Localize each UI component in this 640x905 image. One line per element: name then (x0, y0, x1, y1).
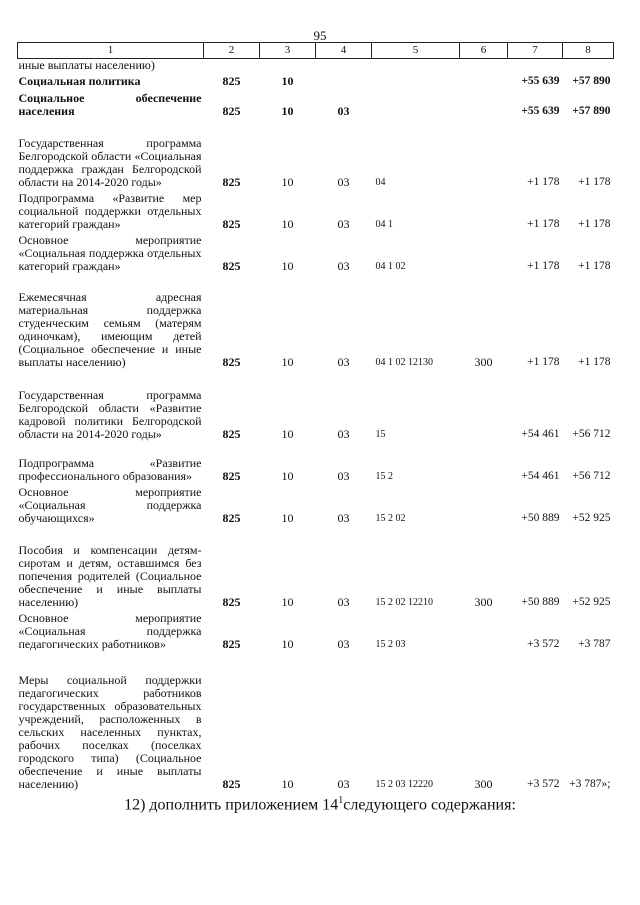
cell-grz: 825 (222, 104, 241, 118)
cell-pr: 03 (337, 427, 350, 441)
cell-vr (460, 118, 508, 189)
cell-s2: +1 178 (578, 356, 611, 368)
cell-grz: 825 (222, 355, 241, 369)
cell-pr: 03 (337, 637, 350, 651)
cell-vr (460, 441, 508, 483)
table-row (18, 72, 614, 88)
cell-s2: +3 787»; (569, 778, 611, 790)
column-header: 8 (563, 43, 614, 59)
cell-csr: 15 2 03 12220 (375, 779, 433, 790)
cell-csr: 04 (375, 177, 386, 188)
budget-table (17, 42, 614, 791)
cell-name: Государственная программа Белгородской области «Развитие кадровой политики Белгородской области на 2014-2020 годы» (18, 388, 202, 441)
cell-pr: 03 (337, 595, 350, 609)
column-header: 7 (508, 43, 563, 59)
cell-grz: 825 (222, 217, 241, 231)
cell-rz: 10 (281, 427, 294, 441)
cell-rz: 10 (281, 511, 294, 525)
table-row (18, 651, 614, 791)
cell-s1 (508, 59, 563, 73)
cell-s1: +54 461 (521, 470, 560, 482)
cell-name: Основное мероприятие «Социальная поддержка обучающихся» (18, 485, 202, 525)
cell-pr (316, 72, 372, 88)
cell-pr: 03 (337, 259, 350, 273)
cell-name: Подпрограмма «Развитие профессионального образования» (18, 456, 202, 483)
cell-grz: 825 (222, 637, 241, 651)
cell-vr (460, 231, 508, 273)
cell-s1: +1 178 (527, 218, 560, 230)
cell-vr (460, 483, 508, 525)
cell-name: Государственная программа Белгородской области «Социальная поддержка граждан Белгородской области на 2014-2020 годы» (18, 136, 202, 189)
footer-text-before: 12) дополнить приложением 14 (124, 796, 339, 814)
cell-s1: +3 572 (527, 638, 560, 650)
cell-name: Основное мероприятие «Социальная поддержка педагогических работников» (18, 611, 202, 651)
cell-s1: +1 178 (527, 260, 560, 272)
cell-csr (372, 72, 460, 88)
cell-pr: 03 (337, 175, 350, 189)
cell-rz: 10 (281, 637, 294, 651)
cell-vr (460, 59, 508, 73)
table-body (18, 59, 614, 792)
cell-pr: 03 (337, 104, 350, 118)
cell-s1: +54 461 (521, 428, 560, 440)
cell-vr (460, 609, 508, 651)
table-row (18, 483, 614, 525)
cell-s1: +3 572 (527, 778, 560, 790)
cell-name: Социальное обеспечение населения (18, 91, 202, 118)
cell-s2: +52 925 (572, 512, 611, 524)
cell-vr: 300 (474, 595, 493, 609)
column-header: 1 (18, 43, 204, 59)
cell-csr: 04 1 02 12130 (375, 357, 433, 368)
table-row (18, 609, 614, 651)
cell-s1: +55 639 (521, 105, 560, 117)
footer-text-after: следующего содержания: (343, 796, 516, 814)
column-header: 6 (460, 43, 508, 59)
cell-pr: 03 (337, 777, 350, 791)
cell-csr (372, 88, 460, 118)
table-header-row (18, 43, 614, 59)
cell-csr: 15 2 02 (375, 513, 406, 524)
cell-vr (460, 72, 508, 88)
cell-name: Подпрограмма «Развитие мер социальной поддержки отдельных категорий граждан» (18, 191, 202, 231)
cell-rz: 10 (281, 74, 294, 88)
cell-s2 (563, 59, 614, 73)
cell-pr: 03 (337, 469, 350, 483)
cell-s2: +3 787 (578, 638, 611, 650)
table-row (18, 441, 614, 483)
cell-name: Пособия и компенсации детям-сиротам и детям, оставшимся без попечения родителей (Социальное обеспечение и иные выплаты населению) (18, 543, 202, 609)
column-header: 2 (204, 43, 260, 59)
cell-vr (460, 369, 508, 441)
cell-s2: +56 712 (572, 470, 611, 482)
cell-s2: +52 925 (572, 596, 611, 608)
cell-pr (316, 59, 372, 73)
cell-name: Основное мероприятие «Социальная поддержка отдельных категорий граждан» (18, 233, 202, 273)
table-row (18, 231, 614, 273)
cell-csr: 15 2 02 12210 (375, 597, 433, 608)
cell-s1: +55 639 (521, 75, 560, 87)
cell-s1: +50 889 (521, 596, 560, 608)
cell-csr: 04 1 (375, 219, 393, 230)
cell-s2: +1 178 (578, 260, 611, 272)
cell-rz: 10 (281, 355, 294, 369)
cell-vr (460, 88, 508, 118)
cell-rz: 10 (281, 104, 294, 118)
cell-grz: 825 (222, 511, 241, 525)
cell-s2: +1 178 (578, 218, 611, 230)
cell-pr: 03 (337, 217, 350, 231)
table-row (18, 189, 614, 231)
table-row (18, 59, 614, 73)
table-row (18, 88, 614, 118)
cell-s1: +50 889 (521, 512, 560, 524)
cell-vr: 300 (474, 777, 493, 791)
cell-pr: 03 (337, 511, 350, 525)
cell-grz: 825 (222, 469, 241, 483)
cell-rz (260, 59, 316, 73)
cell-rz: 10 (281, 469, 294, 483)
cell-s2: +57 890 (572, 105, 611, 117)
column-header: 5 (372, 43, 460, 59)
column-header: 4 (316, 43, 372, 59)
cell-s1: +1 178 (527, 176, 560, 188)
cell-s2: +1 178 (578, 176, 611, 188)
column-header: 3 (260, 43, 316, 59)
table-row (18, 118, 614, 189)
cell-grz: 825 (222, 777, 241, 791)
cell-grz (204, 59, 260, 73)
page-number: 95 (313, 28, 327, 43)
cell-csr: 15 2 (375, 471, 393, 482)
cell-vr: 300 (474, 355, 493, 369)
cell-rz: 10 (281, 777, 294, 791)
cell-pr: 03 (337, 355, 350, 369)
cell-grz: 825 (222, 175, 241, 189)
cell-rz: 10 (281, 259, 294, 273)
table-row (18, 525, 614, 609)
cell-rz: 10 (281, 217, 294, 231)
cell-s2: +56 712 (572, 428, 611, 440)
cell-grz: 825 (222, 74, 241, 88)
cell-name: Ежемесячная адресная материальная поддержка студенческим семьям (матерям одиночкам), имеющим детей (Социальное обеспечение и иные выплаты населению) (18, 290, 202, 369)
table-row (18, 369, 614, 441)
cell-csr: 15 2 03 (375, 639, 406, 650)
cell-grz: 825 (222, 595, 241, 609)
cell-rz: 10 (281, 595, 294, 609)
cell-csr: 15 (375, 429, 386, 440)
cell-s2: +57 890 (572, 75, 611, 87)
cell-rz: 10 (281, 175, 294, 189)
footer-superscript: 1 (338, 795, 344, 806)
cell-grz: 825 (222, 427, 241, 441)
cell-name: иные выплаты населению) (18, 58, 155, 72)
cell-csr: 04 1 02 (375, 261, 406, 272)
footer-text (0, 795, 640, 814)
cell-grz: 825 (222, 259, 241, 273)
cell-name: Социальная политика (18, 74, 141, 88)
cell-vr (460, 189, 508, 231)
cell-name: Меры социальной поддержки педагогических работников государственных образовательных учреждений, расположенных в сельских населенных пунктах, рабочих поселках (поселках городского типа) (Социальное обеспечение и иные выплаты населению) (18, 673, 202, 791)
table-row (18, 273, 614, 369)
cell-csr (372, 59, 460, 73)
cell-s1: +1 178 (527, 356, 560, 368)
